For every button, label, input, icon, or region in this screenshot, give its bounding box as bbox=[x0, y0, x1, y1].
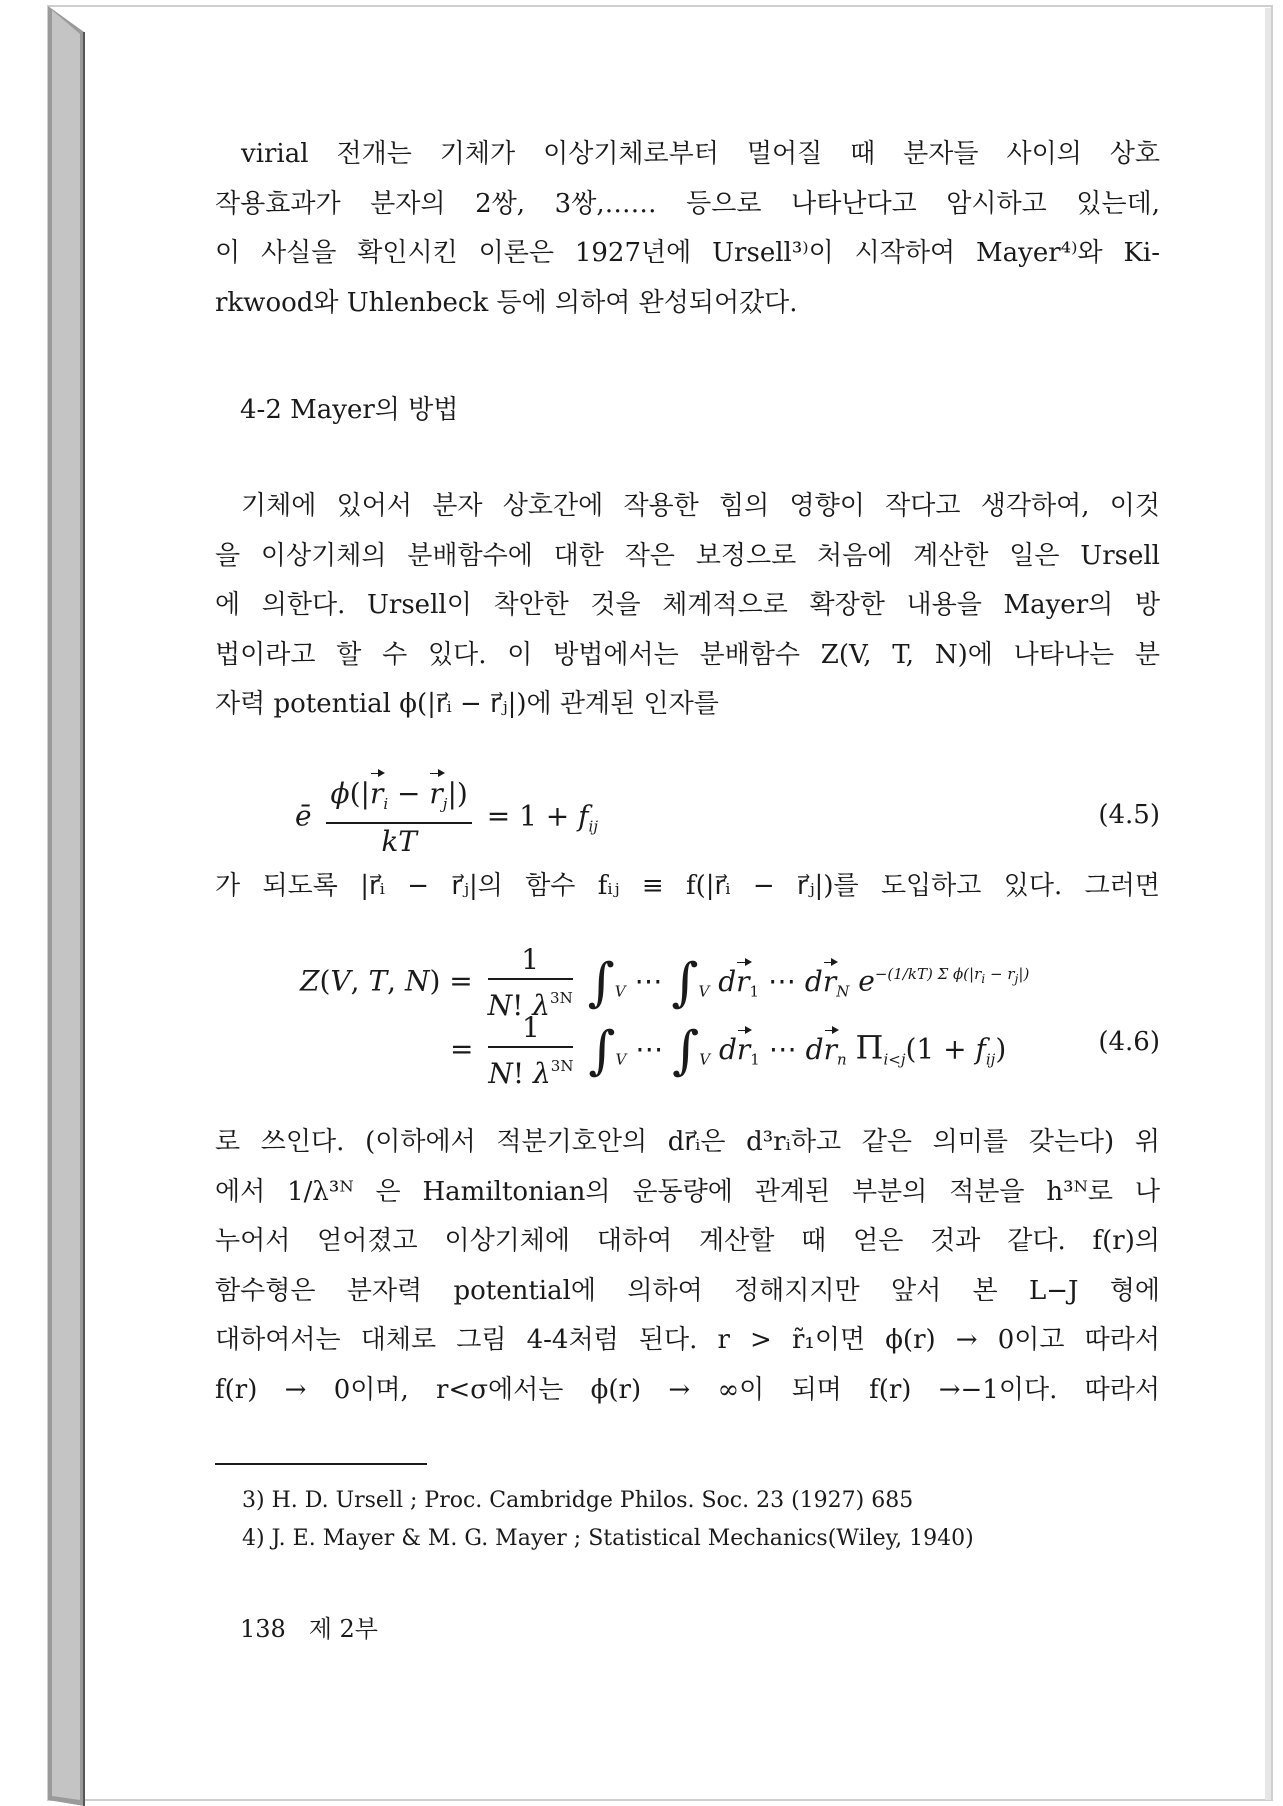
text-line: rkwood와 Uhlenbeck 등에 의하여 완성되어갔다. bbox=[215, 287, 798, 318]
text-line: f(r) → 0이며, r<σ에서는 ϕ(r) → ∞이 되며 f(r) →−1이다. 따라서 bbox=[215, 1374, 1160, 1405]
part-label: 제 2부 bbox=[308, 1615, 378, 1643]
text-line: 대하여서는 대체로 그림 4-4처럼 된다. r > r̃₁이면 ϕ(r) → 0이고 따라서 bbox=[215, 1325, 1160, 1355]
text-line: 누어서 얻어졌고 이상기체에 대하여 계산할 때 얻은 것과 같다. f(r)의 bbox=[215, 1226, 1160, 1256]
text-line: 로 쓰인다. (이하에서 적분기호안의 dr⃗ᵢ은 d³rᵢ하고 같은 의미를 갖는다) 위 bbox=[215, 1127, 1160, 1157]
paragraph-mayer-method bbox=[215, 482, 1160, 730]
footnote-4: 4) J. E. Mayer & M. G. Mayer ; Statistical Mechanics(Wiley, 1940) bbox=[242, 1526, 974, 1551]
text-line: 가 되도록 |r⃗ᵢ − r⃗ⱼ|의 함수 fᵢⱼ ≡ f(|r⃗ᵢ − r⃗ⱼ|)를 도입하고 있다. 그러면 bbox=[215, 871, 1160, 901]
text-line: 이 사실을 확인시킨 이론은 1927년에 Ursell³⁾이 시작하여 Mayer⁴⁾와 Ki- bbox=[215, 238, 1160, 268]
footnote-3: 3) H. D. Ursell ; Proc. Cambridge Philos. Soc. 23 (1927) 685 bbox=[242, 1488, 914, 1513]
footnote-divider bbox=[215, 1463, 427, 1465]
text-line: 기체에 있어서 분자 상호간에 작용한 힘의 영향이 작다고 생각하여, 이것 bbox=[241, 491, 1160, 521]
text-line: virial 전개는 기체가 이상기체로부터 멀어질 때 분자들 사이의 상호 bbox=[241, 139, 1160, 169]
equation-number-4-6: (4.6) bbox=[1098, 1027, 1160, 1057]
text-line: 을 이상기체의 분배함수에 대한 작은 보정으로 처음에 계산한 일은 Ursell bbox=[215, 540, 1160, 571]
page-number: 138 bbox=[240, 1615, 286, 1643]
equation-number-4-5: (4.5) bbox=[1098, 800, 1160, 830]
paragraph-explanation bbox=[215, 1118, 1160, 1415]
text-line: 에 의한다. Ursell이 착안한 것을 체계적으로 확장한 내용을 Mayer의 방 bbox=[215, 590, 1160, 620]
page-footer bbox=[240, 1605, 1185, 1655]
paragraph-virial bbox=[215, 130, 1160, 328]
text-line: 법이라고 할 수 있다. 이 방법에서는 분배함수 Z(V, T, N)에 나타나는 분 bbox=[215, 639, 1160, 670]
equation-4-6-line-2: = $\frac{1}{N! \lambda^{3N}}$ $\int_V$ ⋯ $\int_V$ $dr_1$ ⋯ $dr_n$ $\Pi_{i<j}(1 + f_{ij})$ bbox=[450, 1011, 1007, 1090]
section-heading: 4-2 Mayer의 방법 bbox=[240, 395, 459, 425]
equation-fraction: $\frac{1}{N! \lambda^{3N}}$ bbox=[487, 943, 573, 1022]
equation-fraction: $\frac{\phi(|r_i - r_j|)}{kT}$ bbox=[326, 776, 471, 860]
equation-4-5: ē $\frac{\phi(|r_i - r_j|)}{kT}$ = $1 + f_{ij}$ bbox=[295, 777, 598, 858]
text-line: 함수형은 분자력 potential에 의하여 정해지지만 앞서 본 L−J 형에 bbox=[215, 1275, 1160, 1306]
equation-fraction: $\frac{1}{N! \lambda^{3N}}$ bbox=[488, 1011, 574, 1090]
equation-4-6-line-1: Z(V, T, N) = $\frac{1}{N! \lambda^{3N}}$ $\int_V$ ⋯ $\int_V$ $dr_1$ ⋯ $dr_N$ $e^{-(1/kT) \Sigma \phi(|r_i - r_j|)}$ bbox=[300, 943, 1030, 1022]
text-line: 자력 potential ϕ(|r⃗ᵢ − r⃗ⱼ|)에 관계된 인자를 bbox=[215, 689, 719, 719]
paragraph-f-definition bbox=[215, 862, 1160, 912]
text-line: 작용효과가 분자의 2쌍, 3쌍,…… 등으로 나타난다고 암시하고 있는데, bbox=[215, 188, 1160, 219]
text-line: 에서 1/λ³ᴺ 은 Hamiltonian의 운동량에 관계된 부분의 적분을 h³ᴺ로 나 bbox=[215, 1176, 1160, 1207]
